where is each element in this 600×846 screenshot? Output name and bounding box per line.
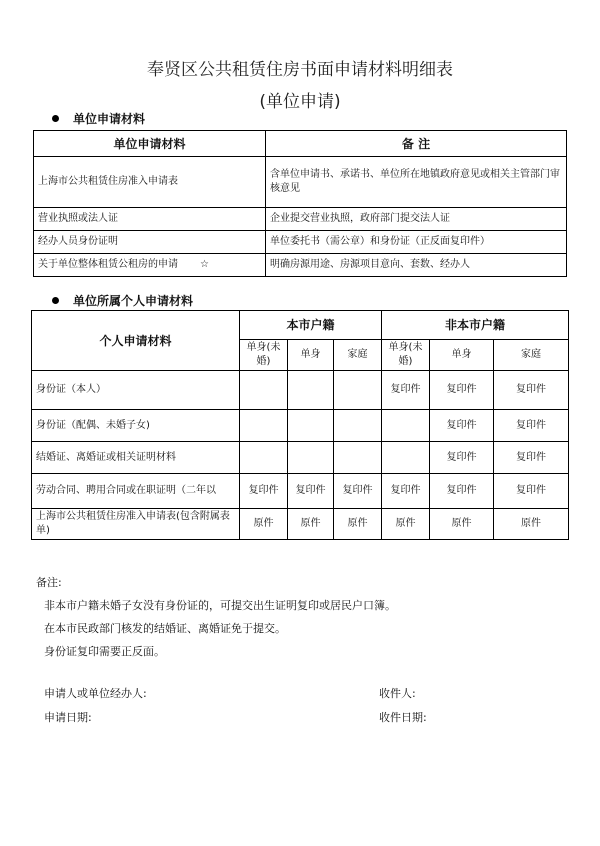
receiver-signature-label: 收件人: [379, 687, 416, 700]
material-name-cell: 身份证（本人） [32, 371, 240, 410]
material-label: 关于单位整体租赁公租房的申请 [38, 259, 178, 270]
subheader-single: 单身 [430, 340, 494, 371]
table-row [32, 442, 569, 474]
subheader-single-unmarried: 单身(未婚) [240, 340, 288, 371]
table-cell: 原件 [240, 509, 288, 540]
table-cell: 复印件 [430, 410, 494, 442]
table-cell [240, 371, 288, 410]
remark-cell: 单位委托书（需公章）和身份证（正反面复印件） [266, 231, 567, 254]
applicant-signature-label: 申请人或单位经办人: [44, 687, 147, 700]
table-cell: 复印件 [494, 371, 569, 410]
receive-date-label: 收件日期: [379, 711, 427, 724]
remark-cell: 明确房源用途、房源项目意向、套数、经办人 [266, 254, 567, 277]
subheader-family: 家庭 [334, 340, 382, 371]
table-row [34, 157, 567, 208]
section-heading-label: 单位申请材料 [73, 112, 146, 126]
star-icon: ☆ [200, 259, 209, 270]
table-cell [382, 410, 430, 442]
table-cell [240, 410, 288, 442]
note-line: 身份证复印需要正反面。 [44, 645, 165, 658]
table-cell: 复印件 [288, 474, 334, 509]
table-cell: 复印件 [382, 474, 430, 509]
remark-cell: 企业提交营业执照，政府部门提交法人证 [266, 208, 567, 231]
table-cell [288, 410, 334, 442]
subheader-single: 单身 [288, 340, 334, 371]
column-header-material: 个人申请材料 [32, 311, 240, 371]
table-cell [382, 442, 430, 474]
notes-label: 备注: [36, 576, 62, 589]
table-row [34, 231, 567, 254]
page-subtitle: (单位申请) [259, 92, 341, 112]
table-row [34, 254, 567, 277]
section-heading-unit [52, 110, 145, 127]
table-cell [288, 371, 334, 410]
bullet-icon [52, 115, 59, 122]
table-row [34, 208, 567, 231]
material-cell: 营业执照或法人证 [34, 208, 266, 231]
column-header-remark: 备 注 [266, 131, 567, 157]
table-cell: 复印件 [430, 474, 494, 509]
table-cell [334, 442, 382, 474]
table-header-row [32, 311, 569, 340]
table-cell: 复印件 [334, 474, 382, 509]
material-cell: 上海市公共租赁住房准入申请表 [34, 157, 266, 208]
table-header-row [34, 131, 567, 157]
table-cell: 原件 [334, 509, 382, 540]
table-cell: 复印件 [430, 442, 494, 474]
material-cell [34, 254, 266, 277]
page-title: 奉贤区公共租赁住房书面申请材料明细表 [147, 60, 453, 80]
table-cell: 原件 [382, 509, 430, 540]
table-cell [288, 442, 334, 474]
table-cell: 复印件 [430, 371, 494, 410]
table-cell: 复印件 [494, 474, 569, 509]
table-cell [334, 371, 382, 410]
table-cell: 复印件 [494, 410, 569, 442]
material-name-cell: 结婚证、离婚证或相关证明材料 [32, 442, 240, 474]
table-cell: 复印件 [240, 474, 288, 509]
group-header-nonlocal: 非本市户籍 [382, 311, 569, 340]
apply-date-label: 申请日期: [44, 711, 92, 724]
subheader-family: 家庭 [494, 340, 569, 371]
column-header-material: 单位申请材料 [34, 131, 266, 157]
notes-section [36, 574, 396, 666]
table-cell: 原件 [288, 509, 334, 540]
table-row [32, 474, 569, 509]
material-cell: 经办人员身份证明 [34, 231, 266, 254]
material-name-cell: 劳动合同、聘用合同或在职证明（二年以 [32, 474, 240, 509]
table-row [32, 410, 569, 442]
table-cell [240, 442, 288, 474]
bullet-icon [52, 297, 59, 304]
material-name-cell: 身份证（配偶、未婚子女) [32, 410, 240, 442]
table-cell: 复印件 [382, 371, 430, 410]
group-header-local: 本市户籍 [240, 311, 382, 340]
note-line: 非本市户籍未婚子女没有身份证的，可提交出生证明复印或居民户口簿。 [44, 599, 396, 612]
note-line: 在本市民政部门核发的结婚证、离婚证免于提交。 [44, 622, 286, 635]
material-name-cell: 上海市公共租赁住房准入申请表(包含附属表单) [32, 509, 240, 540]
personal-materials-table [31, 310, 569, 540]
remark-cell: 含单位申请书、承诺书、单位所在地镇政府意见或相关主管部门审核意见 [266, 157, 567, 208]
table-cell: 原件 [494, 509, 569, 540]
subheader-single-unmarried: 单身(未婚) [382, 340, 430, 371]
section-heading-personal [52, 292, 193, 309]
table-cell [334, 410, 382, 442]
table-cell: 原件 [430, 509, 494, 540]
table-cell: 复印件 [494, 442, 569, 474]
unit-materials-table [33, 130, 567, 277]
section-heading-label: 单位所属个人申请材料 [73, 294, 194, 308]
table-row [32, 509, 569, 540]
table-row [32, 371, 569, 410]
